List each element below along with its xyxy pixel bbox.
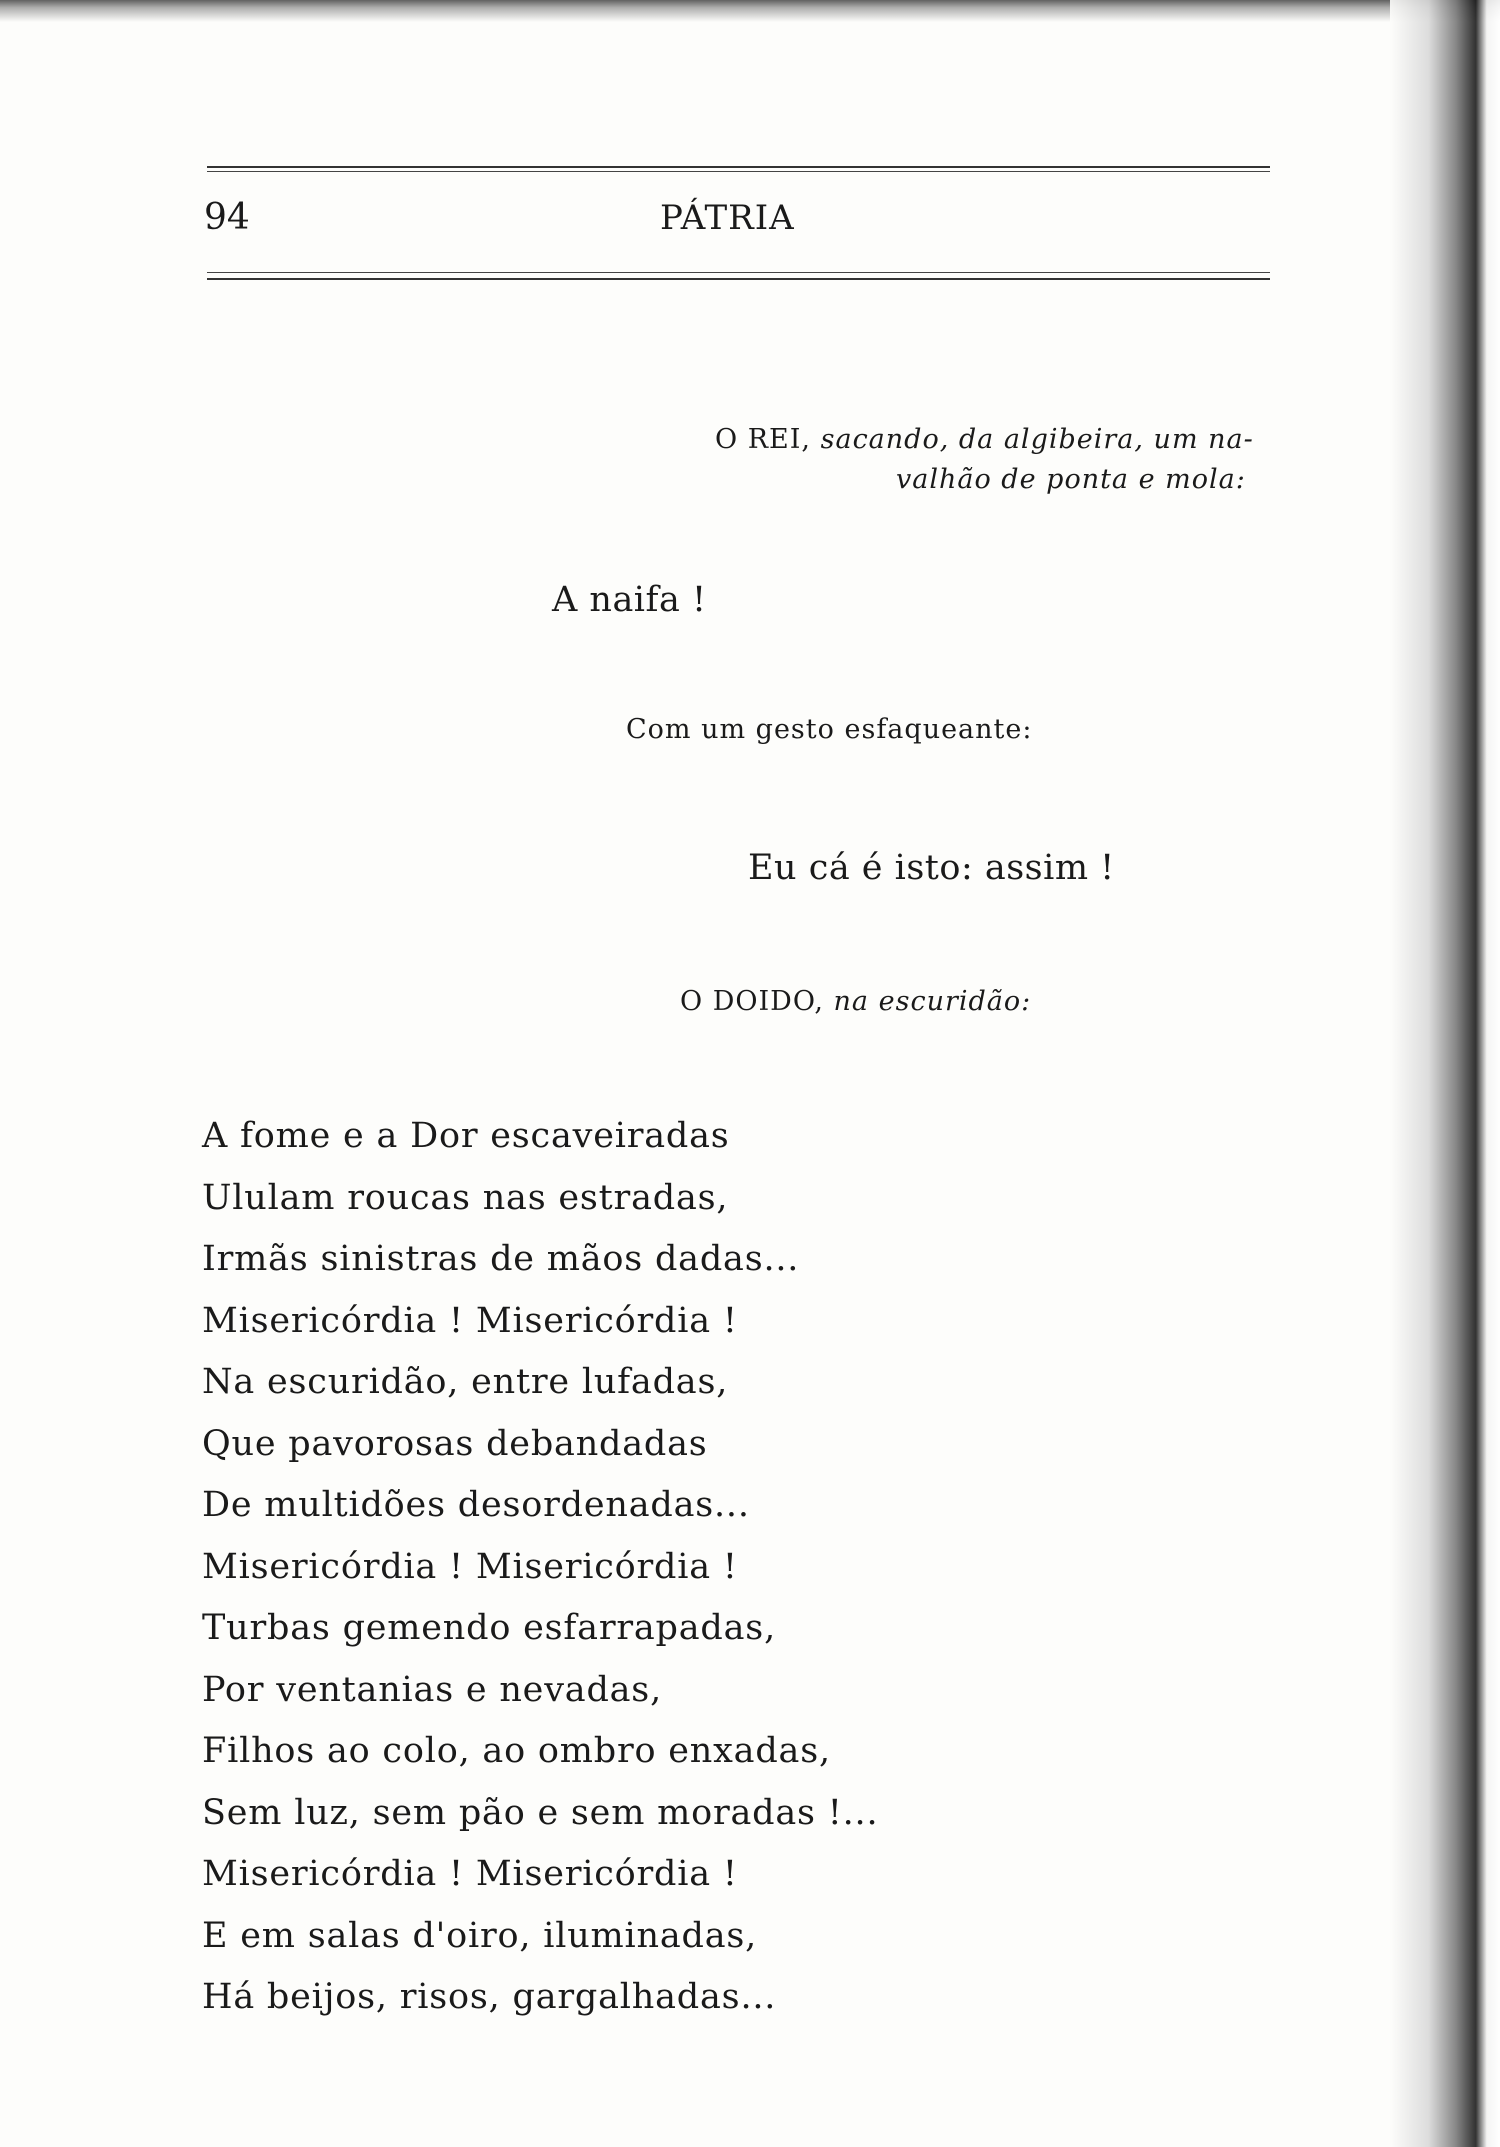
running-title: PÁTRIA: [660, 198, 795, 238]
stage-direction-text: na escuridão:: [833, 986, 1032, 1017]
stage-direction-madman: [680, 982, 1031, 1022]
header-rule-top: [207, 166, 1270, 168]
verse-line: Misericórdia ! Misericórdia !: [202, 1300, 738, 1341]
verse-line: Sem luz, sem pão e sem moradas !...: [202, 1792, 879, 1833]
verse-line: Há beijos, risos, gargalhadas...: [202, 1977, 777, 2017]
verse-line: De multidões desordenadas...: [202, 1485, 750, 1525]
scan-top-edge: [0, 0, 1500, 22]
verse-line: Na escuridão, entre lufadas,: [202, 1362, 729, 1402]
verse-block: [202, 1106, 878, 2029]
speaker-name: O DOIDO,: [680, 986, 824, 1017]
stage-direction-king-cont: [896, 460, 1246, 500]
verse-line: Irmãs sinistras de mãos dadas...: [202, 1239, 800, 1279]
speech-line: Eu cá é isto: assim !: [748, 848, 1115, 888]
verse-line: Misericórdia ! Misericórdia !: [202, 1546, 738, 1587]
verse-line: E em salas d'oiro, iluminadas,: [202, 1915, 758, 1956]
verse-line: Ululam roucas nas estradas,: [202, 1177, 729, 1218]
verse-line: Por ventanias e nevadas,: [202, 1669, 662, 1710]
verse-line: A fome e a Dor escaveiradas: [202, 1116, 730, 1156]
verse-line: Filhos ao colo, ao ombro enxadas,: [202, 1731, 831, 1771]
verse-line: Turbas gemendo esfarrapadas,: [202, 1608, 776, 1648]
stage-direction-gesture: Com um gesto esfaqueante:: [626, 714, 1033, 745]
speaker-name: O REI,: [715, 424, 812, 455]
stage-direction-text: sacando, da algibeira, um na-: [820, 424, 1254, 455]
header-rule-bottom: [207, 278, 1270, 280]
scan-binding-edge: [1390, 0, 1500, 2147]
header-rule-bottom-thin: [207, 272, 1270, 273]
verse-line: Que pavorosas debandadas: [202, 1423, 708, 1464]
verse-line: Misericórdia ! Misericórdia !: [202, 1854, 738, 1894]
stage-direction-text: valhão de ponta e mola:: [896, 464, 1246, 495]
speech-line: A naifa !: [552, 580, 707, 620]
page-number: 94: [204, 197, 250, 238]
header-rule-top-thin: [207, 171, 1270, 172]
stage-direction-king: [715, 420, 1254, 460]
